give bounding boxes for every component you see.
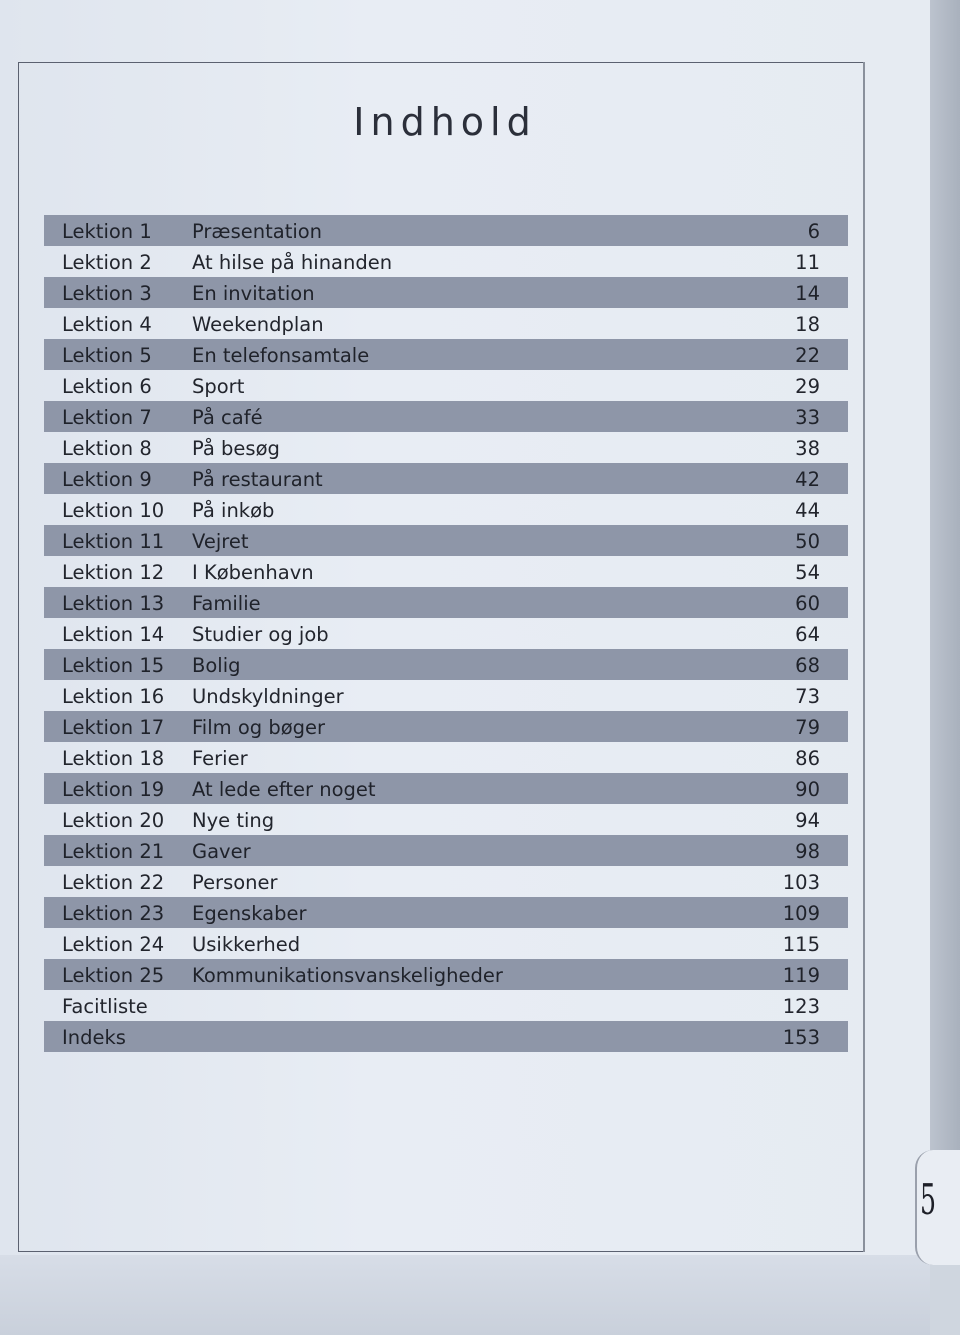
toc-lesson: Lektion 14 — [62, 623, 165, 646]
toc-page: 98 — [795, 840, 820, 863]
toc-page: 153 — [782, 1026, 820, 1049]
toc-lesson: Lektion 22 — [62, 871, 165, 894]
toc-lesson: Lektion 18 — [62, 747, 165, 770]
toc-row — [44, 215, 848, 246]
toc-page: 68 — [795, 654, 820, 677]
toc-row — [44, 897, 848, 928]
toc-page: 103 — [782, 871, 820, 894]
toc-row — [44, 587, 848, 618]
page-bottom — [0, 1255, 930, 1335]
toc-lesson: Lektion 6 — [62, 375, 152, 398]
toc-lesson: Lektion 1 — [62, 220, 152, 243]
toc-topic: Film og bøger — [192, 716, 326, 739]
toc-topic: Ferier — [192, 747, 248, 770]
toc-topic: På café — [192, 406, 263, 429]
toc-row — [44, 649, 848, 680]
toc-lesson: Lektion 10 — [62, 499, 165, 522]
toc-topic: Sport — [192, 375, 245, 398]
toc-lesson: Lektion 3 — [62, 282, 152, 305]
toc-topic: Præsentation — [192, 220, 323, 243]
toc-lesson: Lektion 8 — [62, 437, 152, 460]
toc-page: 79 — [795, 716, 820, 739]
toc-lesson: Lektion 20 — [62, 809, 165, 832]
toc-page: 18 — [795, 313, 820, 336]
toc-page: 42 — [795, 468, 820, 491]
toc-row — [44, 835, 848, 866]
toc-lesson: Lektion 4 — [62, 313, 152, 336]
toc-page: 115 — [782, 933, 820, 956]
toc-topic: Studier og job — [192, 623, 329, 646]
toc-lesson: Lektion 16 — [62, 685, 165, 708]
toc-topic: I København — [192, 561, 314, 584]
toc-row — [44, 556, 848, 587]
toc-topic: Weekendplan — [192, 313, 324, 336]
toc-row — [44, 804, 848, 835]
toc-page: 119 — [782, 964, 820, 987]
toc-row — [44, 432, 848, 463]
page-number: 5 — [920, 1175, 937, 1224]
toc-lesson: Facitliste — [62, 995, 148, 1018]
toc-topic: På besøg — [192, 437, 280, 460]
toc-topic: Usikkerhed — [192, 933, 301, 956]
toc-row — [44, 339, 848, 370]
toc-lesson: Lektion 11 — [62, 530, 165, 553]
toc-page: 94 — [795, 809, 820, 832]
toc-page: 109 — [782, 902, 820, 925]
toc-page: 14 — [795, 282, 820, 305]
toc-row — [44, 370, 848, 401]
toc-topic: På inkøb — [192, 499, 275, 522]
toc-page: 50 — [795, 530, 820, 553]
toc-row — [44, 773, 848, 804]
toc-topic: Undskyldninger — [192, 685, 344, 708]
table-of-contents — [44, 215, 848, 1052]
toc-row — [44, 866, 848, 897]
page-title: Indhold — [353, 100, 537, 144]
toc-lesson: Indeks — [62, 1026, 126, 1049]
page-edge — [930, 0, 960, 1150]
toc-row — [44, 1021, 848, 1052]
toc-topic: Nye ting — [192, 809, 275, 832]
toc-lesson: Lektion 23 — [62, 902, 165, 925]
toc-row — [44, 990, 848, 1021]
toc-topic: Familie — [192, 592, 261, 615]
toc-lesson: Lektion 5 — [62, 344, 152, 367]
toc-page: 11 — [795, 251, 820, 274]
toc-page: 33 — [795, 406, 820, 429]
toc-row — [44, 618, 848, 649]
toc-row — [44, 494, 848, 525]
toc-lesson: Lektion 9 — [62, 468, 152, 491]
toc-page: 6 — [807, 220, 820, 243]
toc-page: 73 — [795, 685, 820, 708]
toc-page: 90 — [795, 778, 820, 801]
toc-topic: Vejret — [192, 530, 249, 553]
toc-topic: At hilse på hinanden — [192, 251, 393, 274]
toc-lesson: Lektion 19 — [62, 778, 165, 801]
toc-topic: På restaurant — [192, 468, 323, 491]
toc-topic: Egenskaber — [192, 902, 307, 925]
toc-lesson: Lektion 7 — [62, 406, 152, 429]
toc-page: 64 — [795, 623, 820, 646]
toc-row — [44, 308, 848, 339]
toc-lesson: Lektion 21 — [62, 840, 165, 863]
toc-page: 29 — [795, 375, 820, 398]
toc-row — [44, 959, 848, 990]
toc-page: 22 — [795, 344, 820, 367]
toc-lesson: Lektion 15 — [62, 654, 165, 677]
toc-page: 60 — [795, 592, 820, 615]
toc-topic: En telefonsamtale — [192, 344, 370, 367]
toc-topic: At lede efter noget — [192, 778, 376, 801]
toc-row — [44, 401, 848, 432]
toc-row — [44, 246, 848, 277]
toc-lesson: Lektion 24 — [62, 933, 165, 956]
toc-page: 44 — [795, 499, 820, 522]
toc-lesson: Lektion 13 — [62, 592, 165, 615]
toc-topic: Personer — [192, 871, 278, 894]
toc-row — [44, 463, 848, 494]
toc-page: 38 — [795, 437, 820, 460]
toc-page: 123 — [782, 995, 820, 1018]
toc-lesson: Lektion 12 — [62, 561, 165, 584]
toc-topic: En invitation — [192, 282, 315, 305]
toc-row — [44, 928, 848, 959]
toc-page: 54 — [795, 561, 820, 584]
toc-topic: Gaver — [192, 840, 251, 863]
toc-row — [44, 742, 848, 773]
toc-row — [44, 525, 848, 556]
toc-lesson: Lektion 25 — [62, 964, 165, 987]
toc-topic: Bolig — [192, 654, 241, 677]
toc-row — [44, 277, 848, 308]
toc-lesson: Lektion 2 — [62, 251, 152, 274]
toc-page: 86 — [795, 747, 820, 770]
page-frame-right — [863, 62, 865, 1252]
toc-topic: Kommunikationsvanskeligheder — [192, 964, 503, 987]
toc-lesson: Lektion 17 — [62, 716, 165, 739]
toc-row — [44, 711, 848, 742]
toc-row — [44, 680, 848, 711]
